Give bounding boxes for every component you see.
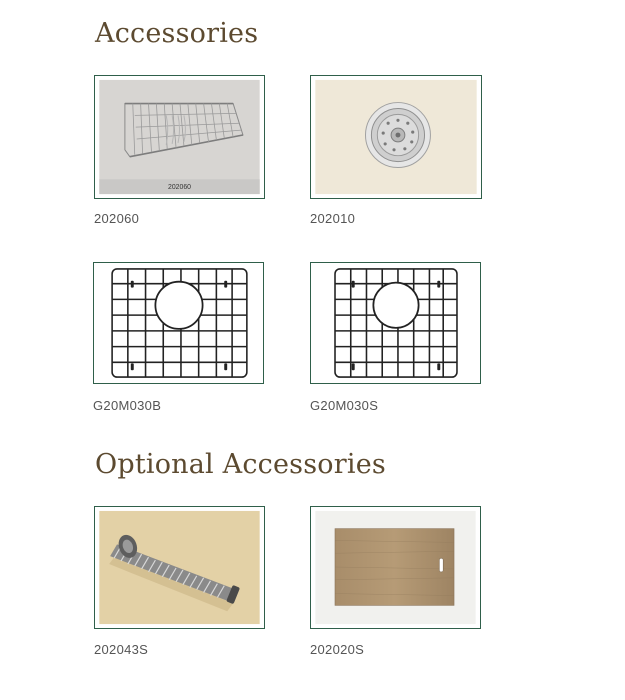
product-code: 202020S <box>310 642 365 657</box>
section-title-optional-accessories: Optional Accessories <box>95 449 386 480</box>
image-caption: 202060 <box>168 184 191 192</box>
product-card-G20M030B[interactable] <box>93 262 264 384</box>
wooden-cutting-board-image <box>311 507 480 628</box>
section-title-accessories: Accessories <box>95 18 259 49</box>
roll-up-drying-rack-image <box>95 507 264 628</box>
product-card-G20M030S[interactable] <box>310 262 481 384</box>
wire-dish-basket-image <box>95 76 264 198</box>
sink-bottom-grid-image <box>311 263 480 383</box>
drain-strainer-image <box>311 76 481 198</box>
product-code: 202043S <box>94 642 149 657</box>
product-code: 202010 <box>310 211 356 226</box>
product-card-202060[interactable] <box>94 75 265 199</box>
product-code: 202060 <box>94 211 140 226</box>
product-code: G20M030B <box>93 398 162 413</box>
product-card-202043S[interactable] <box>94 506 265 629</box>
product-card-202020S[interactable] <box>310 506 481 629</box>
sink-bottom-grid-image <box>94 263 263 383</box>
product-code: G20M030S <box>310 398 379 413</box>
product-card-202010[interactable] <box>310 75 482 199</box>
